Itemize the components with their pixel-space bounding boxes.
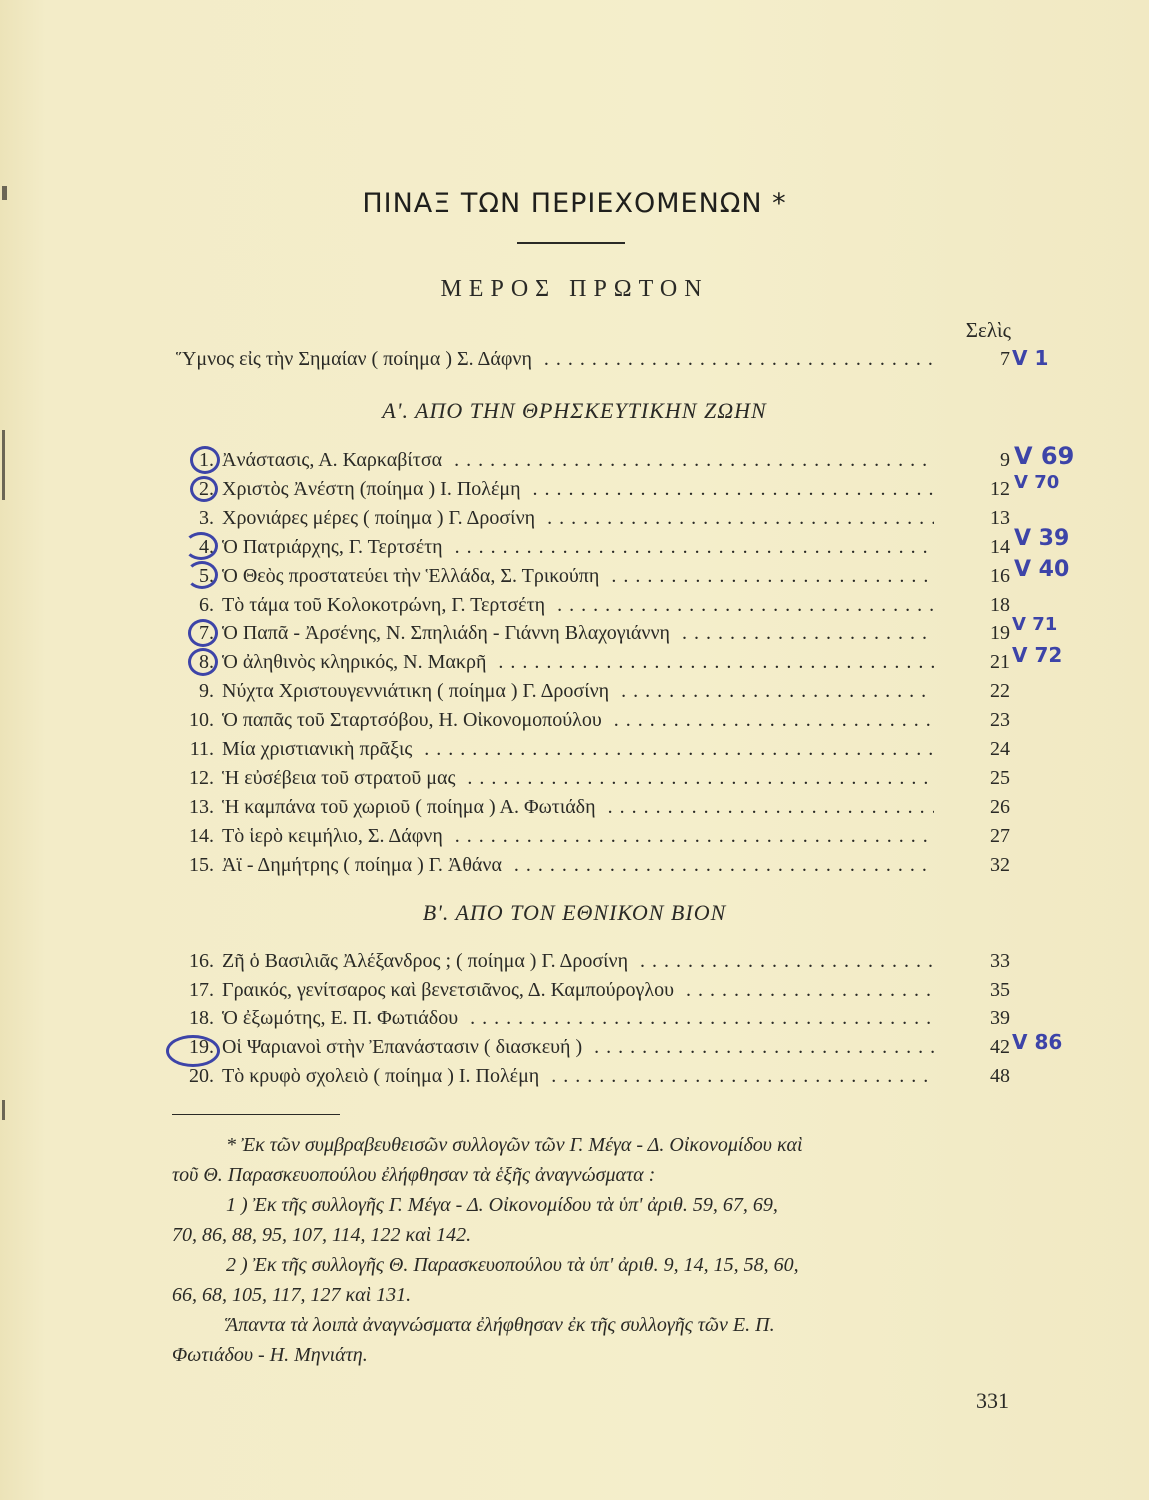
entry-page: 33 bbox=[990, 950, 1010, 972]
entry-number: 11. bbox=[189, 738, 214, 760]
entry-title: Ὁ Θεὸς προστατεύει τὴν Ἑλλάδα, Σ. Τρικούπη . . . bbox=[222, 562, 934, 590]
toc-entry bbox=[0, 947, 1149, 975]
entry-number: 16. bbox=[189, 950, 214, 972]
entry-page: 23 bbox=[990, 709, 1010, 732]
footnote-line: 70, 86, 88, 95, 107, 114, 122 καὶ 142. bbox=[172, 1224, 472, 1246]
entry-number: 8. bbox=[199, 651, 214, 674]
entry-number: 9. bbox=[199, 680, 214, 703]
entry-number: 6. bbox=[199, 593, 214, 616]
footnote-rule bbox=[172, 1114, 340, 1115]
entry-number: 4. bbox=[199, 535, 214, 558]
toc-entry bbox=[0, 475, 1149, 503]
toc-entry bbox=[0, 504, 1149, 532]
entry-page: 26 bbox=[990, 795, 1010, 818]
entry-title: Ἀνάστασις, Α. Καρκαβίτσα . . . bbox=[222, 446, 934, 474]
entry-title: Νύχτα Χριστουγεννιάτικη ( ποίημα ) Γ. Δροσίνη . . . bbox=[222, 677, 934, 705]
entry-number: 7. bbox=[199, 622, 214, 645]
entry-number: 5. bbox=[199, 564, 214, 587]
pen-circle bbox=[190, 476, 218, 502]
pages-column-header: Σελὶς bbox=[965, 318, 1011, 342]
toc-entry-intro bbox=[0, 345, 1149, 373]
toc-entry bbox=[0, 793, 1149, 821]
toc-entry bbox=[0, 677, 1149, 705]
entry-page: 22 bbox=[990, 680, 1010, 703]
entry-page: 25 bbox=[990, 766, 1010, 789]
pen-circle bbox=[188, 648, 218, 676]
handwritten-mark: V 70 bbox=[1014, 472, 1060, 493]
toc-entry bbox=[0, 822, 1149, 850]
handwritten-mark: V 86 bbox=[1012, 1030, 1063, 1054]
entry-number: 12. bbox=[189, 766, 214, 789]
entry-number: 1. bbox=[199, 449, 214, 471]
pen-circle bbox=[166, 1035, 220, 1067]
entry-title: Ὁ Πατριάρχης, Γ. Τερτσέτη . . . bbox=[222, 533, 934, 561]
entry-page: 18 bbox=[990, 593, 1010, 616]
entry-number: 19. bbox=[189, 1036, 214, 1059]
entry-title: Ζῆ ὁ Βασιλιᾶς Ἀλέξανδρος ; ( ποίημα ) Γ. Δροσίνη . . . bbox=[222, 947, 934, 975]
page-title: ΠΙΝΑΞ ΤΩΝ ΠΕΡΙΕΧΟΜΕΝΩΝ * bbox=[362, 188, 787, 219]
pen-circle bbox=[184, 532, 218, 560]
entry-title: Ἡ εὐσέβεια τοῦ στρατοῦ μας . . . bbox=[222, 764, 934, 792]
toc-entry bbox=[0, 764, 1149, 792]
toc-entry bbox=[0, 619, 1149, 647]
pen-circle bbox=[190, 446, 220, 474]
entry-page: 9 bbox=[1000, 449, 1010, 471]
edge-mark bbox=[2, 1100, 5, 1120]
entry-title: Ὁ παπᾶς τοῦ Σταρτσόβου, Η. Οἰκονομοπούλου . . . bbox=[222, 706, 934, 734]
pen-circle bbox=[186, 561, 218, 589]
footnote-line: * Ἐκ τῶν συμβραβευθεισῶν συλλογῶν τῶν Γ. Μέγα - Δ. Οἰκονομίδου καὶ bbox=[226, 1134, 803, 1156]
toc-entry bbox=[0, 591, 1149, 619]
entry-page: 35 bbox=[990, 978, 1010, 1001]
toc-entry bbox=[0, 562, 1149, 590]
entry-number: 20. bbox=[189, 1064, 214, 1087]
entry-page: 21 bbox=[990, 651, 1010, 674]
entry-title: Χριστὸς Ἀνέστη (ποίημα ) Ι. Πολέμη . . . bbox=[222, 475, 934, 503]
entry-title: Χρονιάρες μέρες ( ποίημα ) Γ. Δροσίνη . . . bbox=[222, 504, 934, 532]
entry-page: 27 bbox=[990, 824, 1010, 847]
entry-number: 17. bbox=[189, 978, 214, 1001]
entry-title: Τὸ ἱερὸ κειμήλιο, Σ. Δάφνη . . . bbox=[222, 822, 934, 850]
entry-page: 14 bbox=[990, 535, 1010, 558]
toc-entry bbox=[0, 648, 1149, 676]
entry-title: Τὸ κρυφὸ σχολειὸ ( ποίημα ) Ι. Πολέμη . . . bbox=[222, 1062, 934, 1090]
page-number: 331 bbox=[976, 1388, 1009, 1413]
entry-title: Ὁ Παπᾶ - Ἀρσένης, Ν. Σπηλιάδη - Γιάννη Βλαχογιάννη . . . bbox=[222, 619, 934, 647]
entry-number: 10. bbox=[189, 709, 214, 732]
handwritten-mark: V 39 bbox=[1014, 526, 1070, 551]
toc-entry bbox=[0, 1062, 1149, 1090]
toc-entry bbox=[0, 446, 1149, 474]
entry-title: Ἡ καμπάνα τοῦ χωριοῦ ( ποίημα ) Α. Φωτιάδη . . . bbox=[222, 793, 934, 821]
title-rule bbox=[517, 242, 625, 244]
footnote-line: τοῦ Θ. Παρασκευοπούλου ἐλήφθησαν τὰ ἑξῆς ἀναγνώσματα : bbox=[172, 1164, 656, 1186]
entry-page: 16 bbox=[990, 564, 1010, 587]
entry-page: 12 bbox=[990, 477, 1010, 500]
handwritten-mark: V 72 bbox=[1012, 643, 1063, 667]
footnote-line: 66, 68, 105, 117, 127 καὶ 131. bbox=[172, 1284, 412, 1306]
entry-number: 3. bbox=[199, 506, 214, 529]
entry-number: 18. bbox=[189, 1007, 214, 1030]
toc-entry bbox=[0, 533, 1149, 561]
entry-title: Ὕμνος εἰς τὴν Σημαίαν ( ποίημα ) Σ. Δάφνη . . . bbox=[176, 345, 934, 373]
entry-number: 2. bbox=[199, 477, 214, 500]
entry-page: 7 bbox=[1000, 348, 1010, 370]
toc-entry bbox=[0, 735, 1149, 763]
entry-title: Οἱ Ψαριανοὶ στὴν Ἐπανάστασιν ( διασκευή ) . . . bbox=[222, 1033, 934, 1061]
section-heading-a: Α'. ΑΠΟ ΤΗΝ ΘΡΗΣΚΕΥΤΙΚΗΝ ΖΩΗΝ bbox=[382, 398, 767, 423]
entry-title: Ὁ ἐξωμότης, Ε. Π. Φωτιάδου . . . bbox=[222, 1004, 934, 1032]
entry-title: Ἀϊ - Δημήτρης ( ποίημα ) Γ. Ἀθάνα . . . bbox=[222, 851, 934, 879]
toc-entry bbox=[0, 706, 1149, 734]
handwritten-mark: V 1 bbox=[1012, 346, 1049, 370]
entry-page: 42 bbox=[990, 1036, 1010, 1059]
entry-page: 32 bbox=[990, 853, 1010, 876]
entry-title: Μία χριστιανικὴ πρᾶξις . . . bbox=[222, 735, 934, 763]
section-heading-b: Β'. ΑΠΟ ΤΟΝ ΕΘΝΙΚΟΝ ΒΙΟΝ bbox=[422, 900, 727, 925]
entry-title: Τὸ τάμα τοῦ Κολοκοτρώνη, Γ. Τερτσέτη . . . bbox=[222, 591, 934, 619]
handwritten-mark: V 40 bbox=[1014, 557, 1070, 582]
entry-page: 13 bbox=[990, 506, 1010, 529]
entry-page: 48 bbox=[990, 1064, 1010, 1087]
entry-page: 39 bbox=[990, 1007, 1010, 1030]
handwritten-mark: V 71 bbox=[1012, 614, 1058, 635]
entry-number: 14. bbox=[189, 824, 214, 847]
entry-title: Γραικός, γενίτσαρος καὶ βενετσιᾶνος, Δ. Καμπούρογλου . . . bbox=[222, 976, 934, 1004]
entry-page: 24 bbox=[990, 738, 1010, 760]
footnote-line: Ἅπαντα τὰ λοιπὰ ἀναγνώσματα ἐλήφθησαν ἐκ τῆς συλλογῆς τῶν Ε. Π. bbox=[226, 1314, 775, 1336]
pen-circle bbox=[188, 619, 218, 647]
entry-number: 13. bbox=[189, 795, 214, 818]
toc-entry bbox=[0, 1004, 1149, 1032]
toc-entry bbox=[0, 851, 1149, 879]
footnote-line: 2 ) Ἐκ τῆς συλλογῆς Θ. Παρασκευοπούλου τὰ ὑπ' ἀριθ. 9, 14, 15, 58, 60, bbox=[226, 1254, 799, 1276]
entry-title: Ὁ ἀληθινὸς κληρικός, Ν. Μακρῆ . . . bbox=[222, 648, 934, 676]
footnote-line: 1 ) Ἐκ τῆς συλλογῆς Γ. Μέγα - Δ. Οἰκονομίδου τὰ ὑπ' ἀριθ. 59, 67, 69, bbox=[226, 1194, 778, 1216]
footnote-line: Φωτιάδου - Η. Μηνιάτη. bbox=[172, 1344, 368, 1366]
handwritten-mark: V 69 bbox=[1014, 442, 1075, 470]
entry-page: 19 bbox=[990, 622, 1010, 645]
toc-entry bbox=[0, 976, 1149, 1004]
part-title: ΜΕΡΟΣ ΠΡΩΤΟΝ bbox=[440, 276, 709, 302]
entry-number: 15. bbox=[189, 853, 214, 876]
